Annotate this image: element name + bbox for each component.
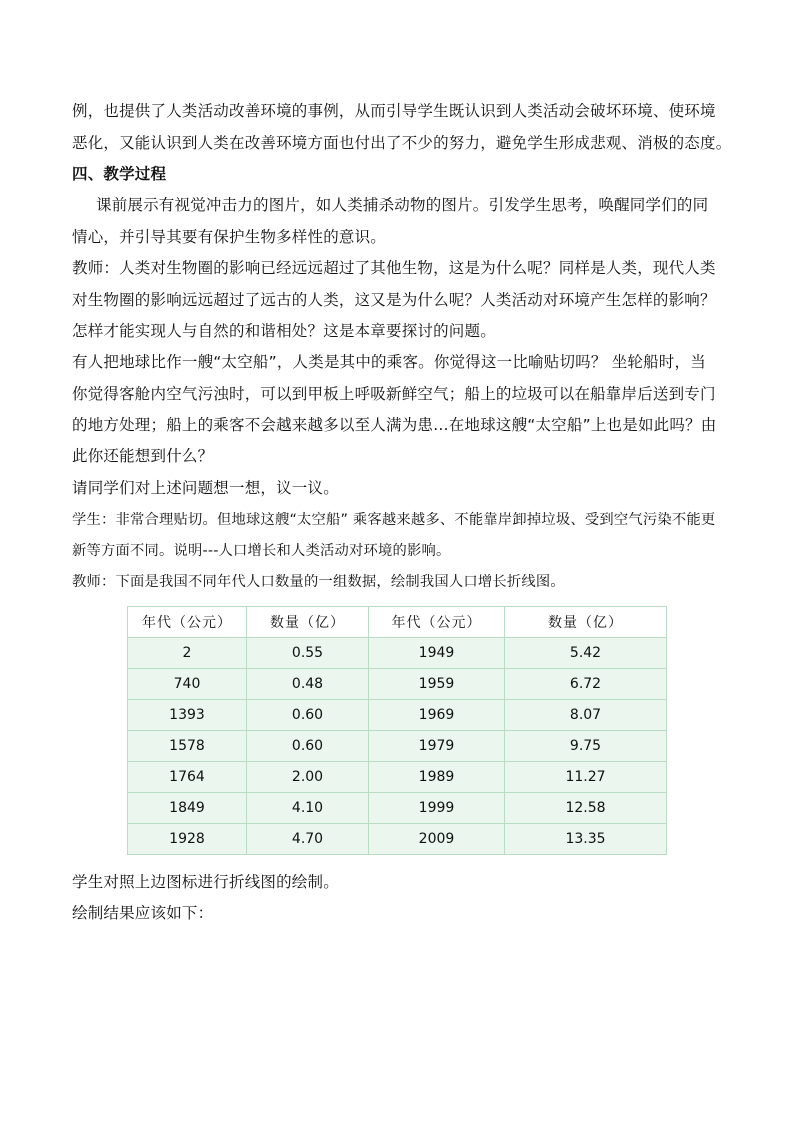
table-cell: 2009 [369, 824, 505, 855]
table-cell: 1999 [369, 793, 505, 824]
column-header-count: 数量（亿） [505, 607, 667, 638]
table-cell: 4.10 [247, 793, 369, 824]
table-cell: 1764 [128, 762, 247, 793]
table-cell: 1393 [128, 700, 247, 731]
paragraph-line: 对生物圈的影响远远超过了远古的人类，这又是为什么呢？人类活动对环境产生怎样的影响？ [72, 291, 716, 309]
paragraph-line: 教师：人类对生物圈的影响已经远远超过了其他生物，这是为什么呢？同样是人类，现代人类 [72, 259, 716, 277]
table-cell: 1949 [369, 638, 505, 669]
table-cell: 1959 [369, 669, 505, 700]
column-header-year: 年代（公元） [128, 607, 247, 638]
paragraph-line: 例，也提供了人类活动改善环境的事例，从而引导学生既认识到人类活动会破坏环境、使环境 [72, 102, 716, 120]
table-row [128, 824, 667, 855]
column-header-year: 年代（公元） [369, 607, 505, 638]
paragraph-line: 学生：非常合理贴切。但地球这艘“太空船” 乘客越来越多、不能靠岸卸掉垃圾、受到空气污染不能更 [72, 512, 716, 528]
paragraph-line: 课前展示有视觉冲击力的图片，如人类捕杀动物的图片。引发学生思考，唤醒同学们的同 [96, 196, 709, 214]
table-cell: 1979 [369, 731, 505, 762]
table-header-row [128, 607, 667, 638]
paragraph-line: 学生对照上边图标进行折线图的绘制。 [72, 873, 339, 891]
table-row [128, 762, 667, 793]
table-cell: 2.00 [247, 762, 369, 793]
column-header-count: 数量（亿） [247, 607, 369, 638]
paragraph-line: 有人把地球比作一艘“太空船”，人类是其中的乘客。你觉得这一比喻贴切吗？ 坐轮船时，当 [72, 353, 706, 371]
table-row [128, 638, 667, 669]
table-cell: 13.35 [505, 824, 667, 855]
paragraph-line: 此你还能想到什么？ [72, 447, 214, 465]
table-row [128, 793, 667, 824]
table-cell: 1849 [128, 793, 247, 824]
table-cell: 0.60 [247, 700, 369, 731]
table-cell: 2 [128, 638, 247, 669]
paragraph-line: 恶化，又能认识到人类在改善环境方面也付出了不少的努力，避免学生形成悲观、消极的态度。 [72, 134, 732, 152]
table-cell: 6.72 [505, 669, 667, 700]
table-row [128, 731, 667, 762]
paragraph-line: 新等方面不同。说明---人口增长和人类活动对环境的影响。 [72, 543, 451, 559]
table-cell: 12.58 [505, 793, 667, 824]
table-cell: 1578 [128, 731, 247, 762]
table-cell: 0.55 [247, 638, 369, 669]
section-heading: 四、教学过程 [72, 165, 167, 183]
paragraph-line: 情心，并引导其要有保护生物多样性的意识。 [72, 228, 387, 246]
table-cell: 0.60 [247, 731, 369, 762]
table-row [128, 669, 667, 700]
paragraph-line: 你觉得客舱内空气污浊时，可以到甲板上呼吸新鲜空气；船上的垃圾可以在船靠岸后送到专门 [72, 385, 716, 403]
paragraph-line: 的地方处理；船上的乘客不会越来越多以至人满为患…在地球这艘“太空船”上也是如此吗？由 [72, 416, 717, 434]
table-cell: 1989 [369, 762, 505, 793]
table-cell: 740 [128, 669, 247, 700]
table-cell: 8.07 [505, 700, 667, 731]
paragraph-line: 请同学们对上述问题想一想，议一议。 [72, 479, 339, 497]
table-cell: 4.70 [247, 824, 369, 855]
table-cell: 9.75 [505, 731, 667, 762]
table-cell: 0.48 [247, 669, 369, 700]
table-cell: 1928 [128, 824, 247, 855]
table-row [128, 700, 667, 731]
paragraph-line: 绘制结果应该如下： [72, 904, 214, 922]
paragraph-line: 怎样才能实现人与自然的和谐相处？这是本章要探讨的问题。 [72, 322, 496, 340]
table-cell: 5.42 [505, 638, 667, 669]
table-cell: 1969 [369, 700, 505, 731]
paragraph-line: 教师：下面是我国不同年代人口数量的一组数据，绘制我国人口增长折线图。 [72, 574, 565, 590]
population-table [127, 606, 667, 855]
table-cell: 11.27 [505, 762, 667, 793]
